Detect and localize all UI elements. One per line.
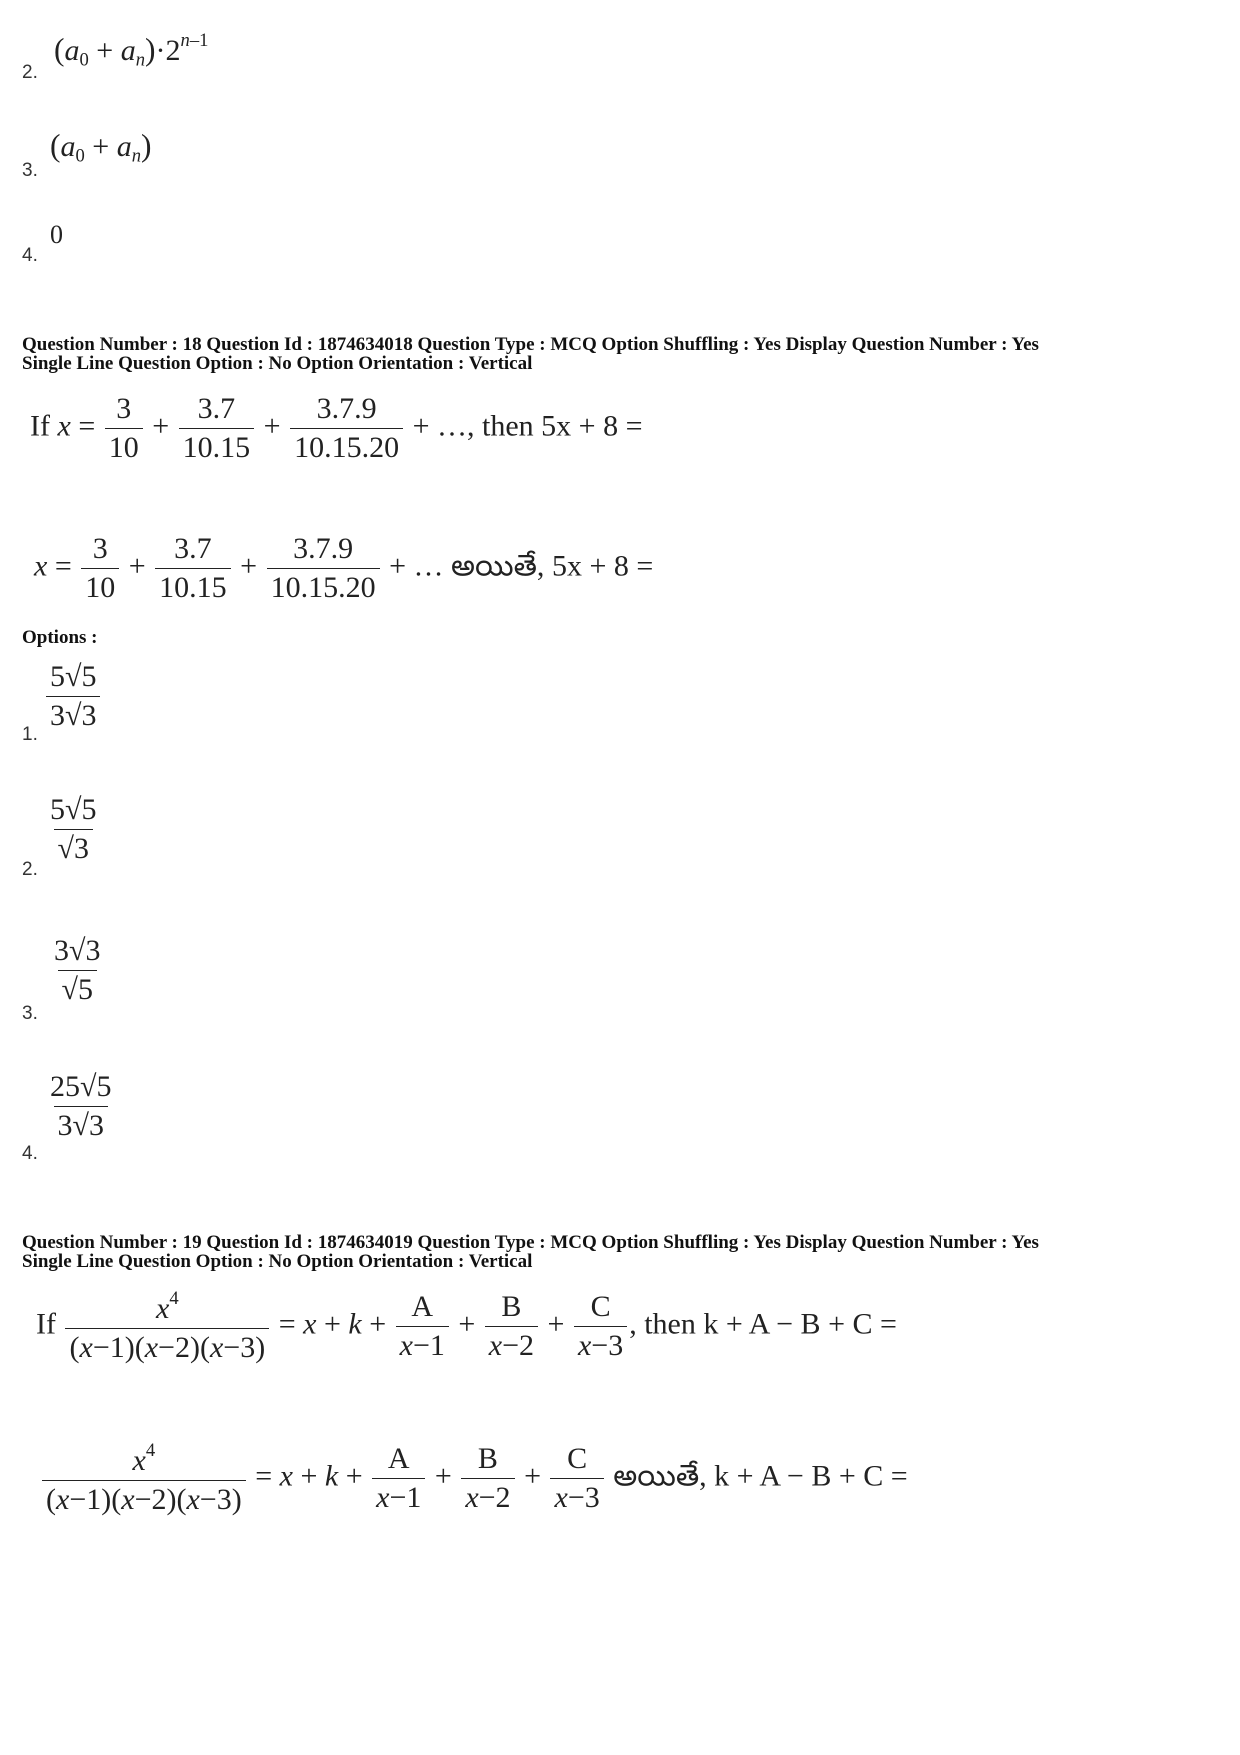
question-meta: Single Line Question Option : No Option Orientation : Vertical [22, 1251, 533, 1272]
telugu-suffix: అయితే, [613, 1459, 707, 1493]
then-clause: , then 5x + 8 = [467, 409, 643, 443]
question-meta: Single Line Question Option : No Option Orientation : Vertical [22, 353, 533, 374]
question-meta: Question Number : 19 Question Id : 1874634019 Question Type : MCQ Option Shuffling : Yes Display Question Number : Yes [22, 1232, 1039, 1253]
option-number: 4. [22, 245, 38, 266]
option-1-expression: $\frac{5√5}{3√3}$ [44, 660, 102, 733]
option-expression: $(a_0 + a_n)$ [50, 128, 152, 167]
option-4-expression: $\frac{25√5}{3√3}$ [50, 1070, 112, 1142]
telugu-suffix: అయితే, [451, 549, 545, 583]
option-1-number: 1. [22, 724, 38, 745]
option-3-number: 3. [22, 1003, 38, 1024]
option-3-expression: $\frac{3√3}{√5}$ [54, 934, 101, 1006]
option-number: 3. [22, 160, 38, 181]
question-meta: Question Number : 18 Question Id : 1874634018 Question Type : MCQ Option Shuffling : Yes Display Question Number : Yes [22, 334, 1039, 355]
if-word: If [36, 1307, 56, 1341]
telugu-tail: 5x + 8 = [551, 549, 654, 583]
option-4-number: 4. [22, 1143, 38, 1164]
then-clause: , then k + A − B + C = [629, 1307, 897, 1341]
question-text-telugu: x = $\frac{3}{10}$ + $\frac{3.7}{10.15}$ + $\frac{3.7.9}{10.15.20}$ + … అయితే, 5x + 8 = [34, 532, 654, 604]
option-number: 2. [22, 62, 38, 83]
option-2-number: 2. [22, 859, 38, 880]
if-word: If [30, 409, 50, 443]
question-text-telugu: $\frac{x^4}{(x-1)(x-2)(x-3)}$ = x + k + $\frac{A}{x-1}$ + $\frac{B}{x-2}$ + $\frac{C}{x-3}$ అయితే, k + A − B + C = [40, 1440, 908, 1517]
options-label: Options : [22, 627, 98, 648]
option-expression: 0 [50, 220, 63, 249]
telugu-tail: k + A − B + C = [714, 1459, 908, 1493]
option-2-expression: $\frac{5√5}{√3}$ [50, 793, 97, 865]
question-text-english: If $\frac{x^4}{(x-1)(x-2)(x-3)}$ = x + k + $\frac{A}{x-1}$ + $\frac{B}{x-2}$ + $\frac{C}{x-3}$ , then k + A − B + C = [36, 1288, 897, 1364]
option-expression: $(a_0 + a_n)\cdot 2^{n-1}$ [54, 30, 209, 71]
question-text-english: If x = $\frac{3}{10}$ + $\frac{3.7}{10.15}$ + $\frac{3.7.9}{10.15.20}$ + …, then 5x + 8 = [30, 392, 643, 464]
